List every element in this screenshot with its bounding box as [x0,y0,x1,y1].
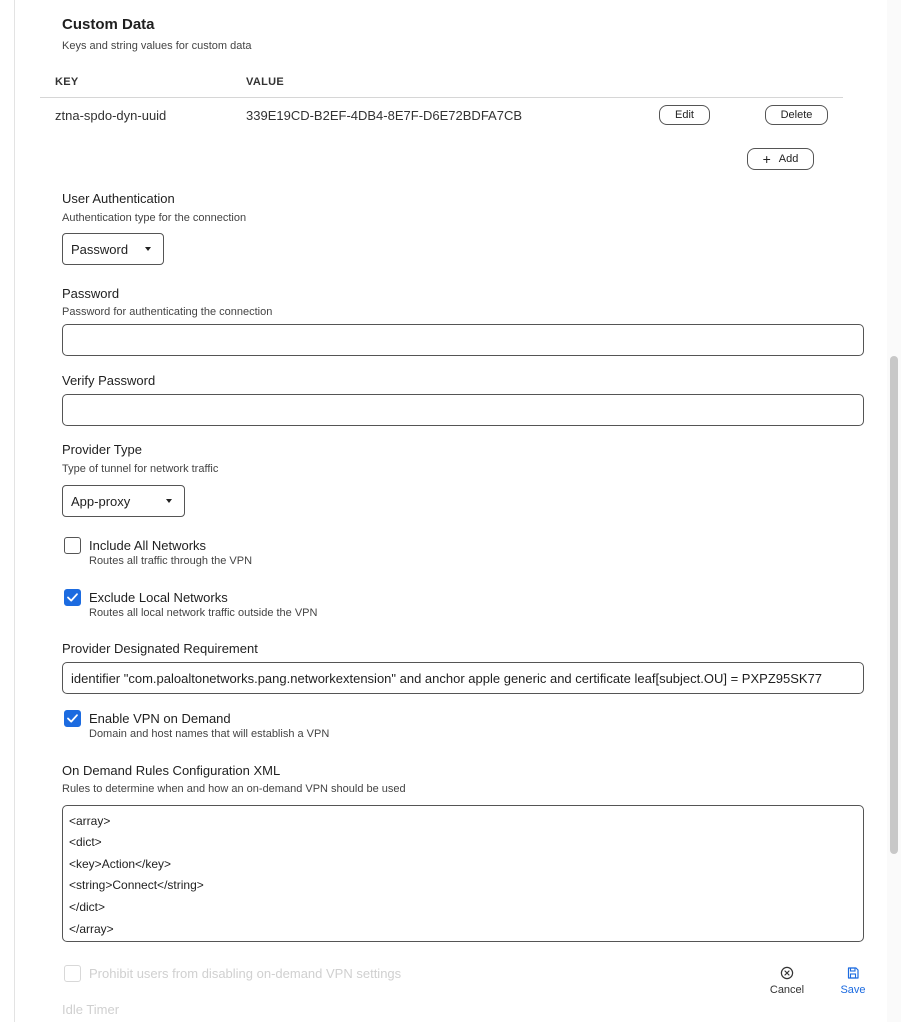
checkmark-icon [64,710,81,727]
column-header-key: KEY [55,76,79,88]
save-button[interactable] [832,966,874,996]
enable-vpn-on-demand-checkbox[interactable] [64,710,81,727]
user-authentication-select[interactable] [62,233,164,265]
delete-button[interactable]: Delete [765,105,828,125]
enable-vpn-on-demand-description: Domain and host names that will establish a VPN [89,728,330,740]
verify-password-label: Verify Password [62,373,156,388]
enable-vpn-on-demand-label: Enable VPN on Demand [89,711,231,726]
password-description: Password for authenticating the connection [62,306,273,318]
exclude-local-networks-checkbox[interactable] [64,589,81,606]
xml-line: <dict> [69,835,102,849]
custom-data-description: Keys and string values for custom data [62,40,252,52]
custom-data-value: 339E19CD-B2EF-4DB4-8E7F-D6E72BDFA7CB [246,108,523,123]
prohibit-disable-label: Prohibit users from disabling on-demand VPN settings [89,966,402,981]
include-all-networks-checkbox[interactable] [64,537,81,554]
user-authentication-label: User Authentication [62,191,175,206]
provider-type-description: Type of tunnel for network traffic [62,463,219,475]
caret-down-icon [145,247,151,251]
plus-icon: + [762,151,771,167]
prohibit-disable-checkbox[interactable] [64,965,81,982]
checkmark-icon [64,589,81,606]
exclude-local-networks-description: Routes all local network traffic outside the VPN [89,607,318,619]
user-authentication-description: Authentication type for the connection [62,212,247,224]
provider-designated-requirement-label: Provider Designated Requirement [62,641,258,656]
custom-data-title: Custom Data [62,16,155,33]
provider-designated-requirement-input[interactable]: identifier "com.paloaltonetworks.pang.networkextension" and anchor apple generic and certificate leaf[subject.OU] = PXPZ95SK77 [62,662,864,694]
provider-type-selected: App-proxy [71,493,131,509]
xml-line: </array> [69,922,114,936]
edit-button[interactable]: Edit [659,105,710,125]
custom-data-key: ztna-spdo-dyn-uuid [55,108,167,123]
verify-password-input[interactable] [62,394,864,426]
xml-line: <string>Connect</string> [69,878,204,892]
on-demand-rules-textarea[interactable] [62,805,864,942]
xml-line: <key>Action</key> [69,857,172,871]
provider-type-select[interactable] [62,485,185,517]
save-icon [846,966,860,980]
xml-line: </dict> [69,900,106,914]
cancel-button[interactable] [764,966,810,996]
save-label: Save [840,984,866,996]
user-authentication-selected: Password [71,241,129,257]
idle-timer-label: Idle Timer [62,1002,120,1017]
scrollbar-thumb[interactable] [890,356,898,854]
add-button[interactable] [747,148,814,170]
provider-type-label: Provider Type [62,442,142,457]
password-input[interactable] [62,324,864,356]
on-demand-rules-description: Rules to determine when and how an on-demand VPN should be used [62,783,406,795]
password-label: Password [62,286,120,301]
close-circle-icon [780,966,794,980]
add-button-label: Add [778,153,799,165]
caret-down-icon [166,499,172,503]
table-header-divider [40,97,843,98]
include-all-networks-label: Include All Networks [89,538,207,553]
xml-line: <array> [69,814,111,828]
cancel-label: Cancel [769,984,805,996]
include-all-networks-description: Routes all traffic through the VPN [89,555,253,567]
on-demand-rules-label: On Demand Rules Configuration XML [62,763,281,778]
exclude-local-networks-label: Exclude Local Networks [89,590,228,605]
column-header-value: VALUE [246,76,284,88]
